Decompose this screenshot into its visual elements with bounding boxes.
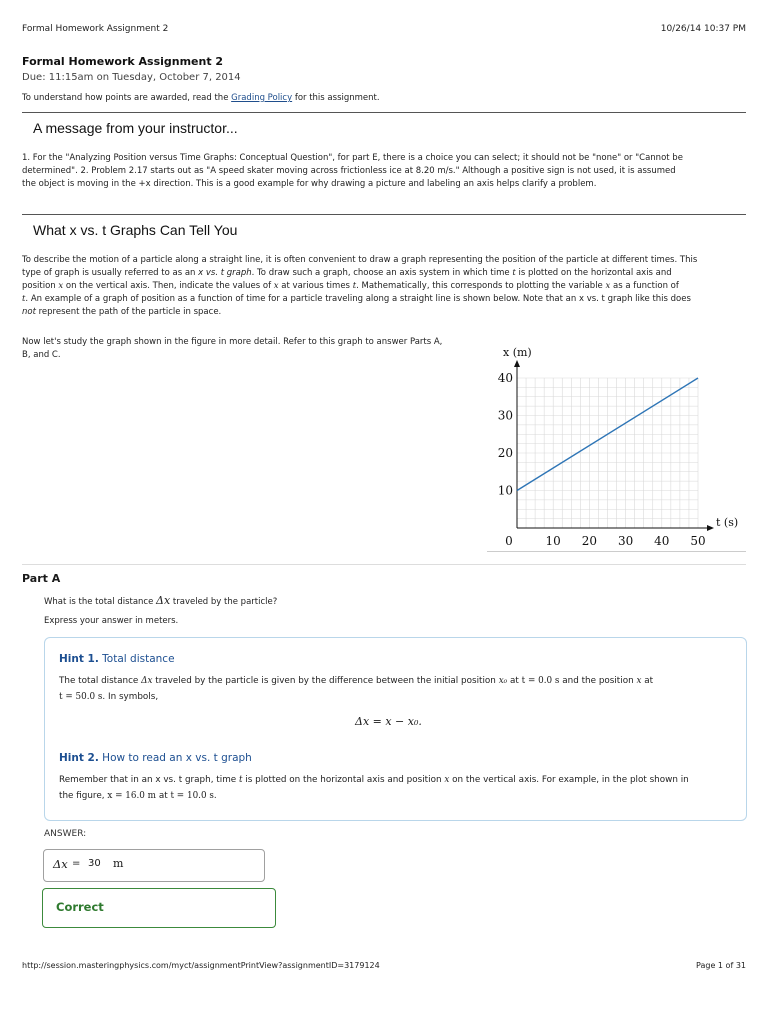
grading-policy-line: [22, 92, 380, 105]
section-heading: What x vs. t Graphs Can Tell You: [33, 222, 238, 238]
answer-equals: =: [72, 858, 81, 869]
answer-variable: Δx: [53, 857, 68, 871]
y-tick-label: 10: [497, 483, 513, 498]
y-tick-label: 40: [497, 371, 513, 385]
chart-bottom-border: [487, 551, 746, 552]
y-axis-label: x (m): [503, 346, 532, 359]
hint-2-text: [59, 772, 739, 804]
instructor-heading: A message from your instructor...: [33, 120, 238, 136]
answer-unit: m: [113, 857, 124, 870]
x-tick-label: 0: [505, 534, 513, 548]
x-tick-label: 20: [581, 534, 598, 548]
print-header-title: Formal Homework Assignment 2: [22, 24, 169, 34]
assignment-title: Formal Homework Assignment 2: [22, 55, 224, 68]
hint-2-toggle[interactable]: Hint 2. How to read an x vs. t graph: [59, 752, 252, 764]
hint-1-toggle[interactable]: Hint 1. Total distance: [59, 653, 175, 665]
chart-ticks: [498, 371, 706, 548]
y-axis-arrow: [514, 360, 520, 367]
y-tick-label: 30: [497, 408, 513, 423]
intro-paragraph: [22, 254, 746, 319]
intro-line-3: position x on the vertical axis. Then, indicate the values of x at various times t. Mathematically, this corresponds to plotting the variable x as a function of: [22, 281, 679, 291]
x-tick-label: 30: [617, 534, 634, 548]
grading-text-prefix: To understand how points are awarded, read the: [22, 93, 232, 103]
intro-line-5: not represent the path of the particle in space.: [22, 307, 222, 317]
intro-line-2: type of graph is usually referred to as an x vs. t graph. To draw such a graph, choose an axis system in which time t is plotted on the horizontal axis and: [22, 268, 672, 278]
intro-line-1: To describe the motion of a particle along a straight line, it is often convenient to draw a graph representing the position of the particle at different times. This: [22, 255, 698, 265]
x-tick-label: 40: [654, 534, 670, 548]
part-a-label: Part A: [22, 572, 61, 585]
intro-line-4: t. An example of a graph of position as a function of time for a particle traveling along a straight line is shown below. Note that an x vs. t graph like this does: [22, 294, 691, 304]
divider-parta: [22, 564, 746, 565]
instructor-line-2: determined". 2. Problem 2.17 starts out as "A speed skater moving across frictionless ice at 8.20 m/s." Although a positive sign is not used, it is assumed: [22, 166, 676, 176]
hint-1-equation: Δx = x − x₀.: [355, 715, 422, 728]
hint-2-line-1: Remember that in an x vs. t graph, time t is plotted on the horizontal axis and position x on the vertical axis. For example, in the plot shown in: [59, 775, 689, 785]
chart-grid: [517, 378, 698, 528]
print-header-datetime: 10/26/14 10:37 PM: [660, 24, 746, 34]
instructor-message: [22, 152, 746, 191]
correct-feedback: [42, 888, 276, 928]
hint-1-line-1: The total distance Δx traveled by the particle is given by the difference between the initial position x₀ at t = 0.0 s and the position x at: [59, 676, 654, 686]
y-tick-label: 20: [497, 446, 513, 460]
study-paragraph: [22, 336, 482, 362]
instructor-line-3: the object is moving in the +x direction. This is a good example for why drawing a picture and labeling an axis helps clarify a problem.: [22, 179, 597, 189]
x-axis-arrow: [707, 525, 714, 531]
hint-2-line-2: the figure, x = 16.0 m at t = 10.0 s.: [59, 791, 217, 801]
divider-section: [22, 214, 746, 215]
study-line-1: Now let's study the graph shown in the figure in more detail. Refer to this graph to answer Parts A,: [22, 337, 443, 347]
x-tick-label: 50: [690, 534, 706, 548]
footer-url: http://session.masteringphysics.com/myct/assignmentPrintView?assignmentID=3179124: [22, 961, 380, 970]
grading-text-suffix: for this assignment.: [292, 93, 380, 103]
hint-1-line-2: t = 50.0 s. In symbols,: [59, 692, 159, 702]
due-date: Due: 11:15am on Tuesday, October 7, 2014: [22, 72, 241, 83]
grading-policy-link[interactable]: Grading Policy: [231, 93, 293, 103]
correct-text: Correct: [56, 900, 104, 914]
x-tick-label: 10: [545, 534, 561, 548]
divider-instructor: [22, 112, 746, 113]
position-time-chart: [470, 340, 746, 552]
answer-field[interactable]: [43, 849, 265, 882]
instructor-line-1: 1. For the "Analyzing Position versus Time Graphs: Conceptual Question", for part E, there is a choice you can select; it should not be "none" or "Cannot be: [22, 153, 683, 163]
answer-value[interactable]: 30: [88, 858, 101, 869]
x-axis-label: t (s): [716, 516, 739, 529]
hint-1-text: [59, 673, 739, 705]
part-a-question: What is the total distance Δx traveled by the particle?: [44, 594, 278, 607]
answer-label: ANSWER:: [44, 829, 87, 839]
footer-page: Page 1 of 31: [696, 961, 746, 970]
part-a-express: Express your answer in meters.: [44, 616, 179, 626]
study-line-2: B, and C.: [22, 350, 61, 360]
